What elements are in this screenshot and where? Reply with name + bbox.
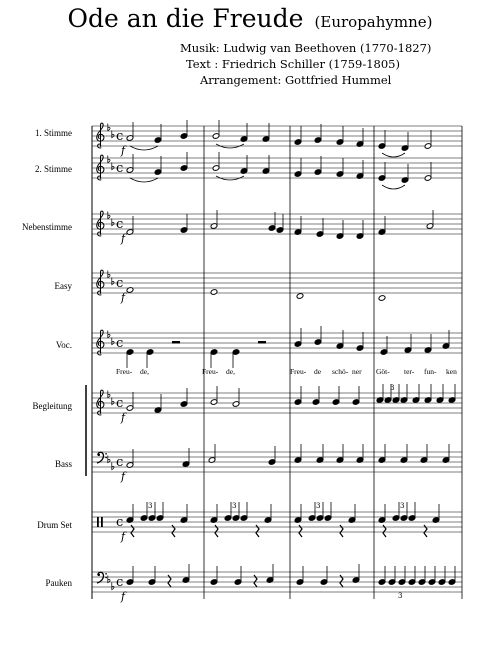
staff	[92, 572, 462, 592]
flat-icon	[108, 456, 110, 463]
treble-clef-icon	[97, 155, 104, 180]
lyric-syllable: de,	[140, 367, 149, 376]
staff-label-1-stimme: 1. Stimme	[34, 128, 72, 138]
note	[314, 326, 322, 345]
note	[126, 566, 134, 585]
staff-label-easy: Easy	[54, 281, 72, 291]
note	[378, 130, 386, 149]
lyric-syllable: fun-	[424, 367, 437, 376]
composer-credit: Musik: Ludwig van Beethoven (1770-1827)	[180, 41, 432, 55]
note	[266, 564, 274, 583]
note	[268, 212, 276, 231]
time-signature: c	[116, 515, 124, 530]
flat-icon	[112, 219, 114, 226]
tuplet-number: 3	[232, 502, 237, 510]
note	[210, 566, 218, 585]
time-signature: c	[116, 276, 124, 291]
bass-clef-icon	[97, 572, 107, 583]
note	[408, 502, 416, 521]
note	[428, 566, 436, 585]
note	[378, 444, 386, 463]
note	[156, 502, 164, 521]
note	[314, 124, 322, 143]
flat-icon	[112, 131, 114, 138]
note	[332, 386, 340, 405]
note	[240, 502, 248, 521]
lyric-syllable: Freu-	[290, 367, 307, 376]
half-rest	[258, 341, 266, 344]
note	[408, 566, 416, 585]
note	[234, 566, 242, 585]
staff-label-begleitung: Begleitung	[32, 401, 72, 411]
staff	[92, 512, 462, 532]
note	[294, 158, 302, 177]
note	[126, 504, 134, 523]
note	[294, 504, 302, 523]
system-barlines	[86, 126, 462, 599]
note	[312, 386, 320, 405]
note	[336, 126, 344, 145]
note	[180, 152, 188, 171]
note	[426, 210, 434, 229]
note	[401, 164, 409, 183]
lyricist-credit: Text : Friedrich Schiller (1759-1805)	[186, 57, 400, 71]
note	[324, 502, 332, 521]
note	[336, 158, 344, 177]
treble-clef-icon	[97, 270, 104, 295]
slur	[382, 185, 405, 189]
note	[424, 384, 432, 403]
note	[140, 502, 148, 521]
note	[392, 502, 400, 521]
dynamic-forte: f	[121, 530, 126, 543]
lyric-syllable: Göt-	[376, 367, 390, 376]
time-signature: c	[116, 575, 124, 590]
note	[436, 384, 444, 403]
note	[154, 394, 162, 413]
note	[404, 334, 412, 353]
flat-icon	[108, 124, 110, 131]
note	[126, 392, 134, 411]
tuplet-number: 3	[400, 502, 405, 510]
dynamic-forte: f	[121, 291, 126, 304]
staff	[92, 452, 462, 472]
lyric-syllable: de	[314, 367, 322, 376]
note	[126, 154, 134, 173]
note	[400, 444, 408, 463]
time-signature: c	[116, 129, 124, 144]
note	[356, 220, 364, 239]
note	[126, 122, 134, 141]
note	[400, 384, 408, 403]
note	[294, 386, 302, 405]
note	[296, 566, 304, 585]
flat-icon	[112, 163, 114, 170]
note	[356, 332, 364, 351]
note	[182, 448, 190, 467]
note	[378, 566, 386, 585]
note	[182, 564, 190, 583]
note	[180, 504, 188, 523]
flat-icon	[108, 331, 110, 338]
dynamic-forte: f	[121, 232, 126, 245]
flat-icon	[108, 391, 110, 398]
note	[378, 295, 386, 302]
note	[268, 446, 276, 465]
staff-lines	[92, 123, 462, 592]
note	[154, 124, 162, 143]
note	[448, 384, 456, 403]
tuplet-number: 3	[390, 384, 395, 392]
staff	[92, 390, 462, 415]
note	[356, 444, 364, 463]
treble-clef-icon	[97, 330, 104, 355]
note	[398, 566, 406, 585]
note	[294, 126, 302, 145]
tuplet-number: 3	[398, 592, 403, 600]
note	[448, 566, 456, 585]
note	[336, 444, 344, 463]
staff-label-bass: Bass	[54, 459, 72, 469]
lyric-syllable: ner	[352, 367, 362, 376]
note	[294, 444, 302, 463]
note	[352, 386, 360, 405]
note	[380, 336, 388, 355]
note	[210, 210, 218, 229]
flat-icon	[112, 583, 114, 590]
score-title: Ode an die Freude	[67, 4, 304, 33]
time-signature: c	[116, 455, 124, 470]
lyric-syllable: de,	[226, 367, 235, 376]
note	[378, 162, 386, 181]
note	[154, 156, 162, 175]
staff	[92, 270, 462, 295]
note	[296, 293, 304, 300]
time-signature: c	[116, 217, 124, 232]
note	[210, 386, 218, 405]
note	[352, 564, 360, 583]
staff-label-drum-set: Drum Set	[37, 520, 72, 530]
staff	[92, 211, 462, 236]
score-subtitle: (Europahymne)	[314, 13, 433, 31]
tuplet-number: 3	[316, 502, 321, 510]
note	[438, 566, 446, 585]
percussion-clef-icon	[97, 517, 99, 527]
note	[378, 504, 386, 523]
note	[442, 444, 450, 463]
note	[376, 384, 384, 403]
note	[180, 214, 188, 233]
flat-icon	[112, 338, 114, 345]
note	[210, 289, 218, 296]
staff	[92, 123, 462, 148]
note	[424, 130, 432, 149]
note	[180, 388, 188, 407]
time-signature: c	[116, 396, 124, 411]
arranger-credit: Arrangement: Gottfried Hummel	[200, 73, 392, 87]
note	[316, 444, 324, 463]
note	[308, 502, 316, 521]
note	[418, 566, 426, 585]
note	[424, 334, 432, 353]
note	[148, 566, 156, 585]
note	[276, 214, 284, 233]
dynamic-forte: f	[121, 411, 126, 424]
flat-icon	[108, 576, 110, 583]
note	[232, 349, 240, 368]
time-signature: c	[116, 336, 124, 351]
flat-icon	[112, 463, 114, 470]
note	[424, 162, 432, 181]
staff	[92, 155, 462, 180]
note	[126, 349, 134, 368]
lyric-syllable: Freu-	[116, 367, 133, 376]
staff-label-pauken: Pauken	[45, 578, 72, 588]
note	[320, 566, 328, 585]
note	[210, 349, 218, 368]
note	[224, 502, 232, 521]
bass-clef-icon	[97, 452, 107, 463]
note	[316, 218, 324, 237]
time-signature: c	[116, 161, 124, 176]
staff-label-vocal: Voc.	[55, 340, 72, 350]
slur	[130, 178, 158, 182]
slur	[382, 153, 405, 157]
flat-icon	[112, 278, 114, 285]
note	[420, 444, 428, 463]
treble-clef-icon	[97, 211, 104, 236]
note-marks	[120, 120, 456, 603]
treble-clef-icon	[97, 390, 104, 415]
tuplet-number: 3	[148, 502, 153, 510]
note	[146, 349, 154, 368]
note	[412, 384, 420, 403]
flat-icon	[108, 271, 110, 278]
note	[348, 504, 356, 523]
note	[212, 120, 220, 139]
note	[401, 132, 409, 151]
flat-icon	[108, 212, 110, 219]
note	[180, 120, 188, 139]
lyric-syllable: schö-	[332, 367, 349, 376]
note	[232, 388, 240, 407]
flat-icon	[108, 156, 110, 163]
treble-clef-icon	[97, 123, 104, 148]
staff-label-2-stimme: 2. Stimme	[34, 164, 72, 174]
note	[314, 156, 322, 175]
slur	[130, 146, 158, 150]
note	[264, 504, 272, 523]
note	[210, 504, 218, 523]
note	[388, 566, 396, 585]
lyric-syllable: Freu-	[202, 367, 219, 376]
flat-icon	[112, 398, 114, 405]
percussion-clef-icon	[101, 517, 103, 527]
lyric-syllable: ter-	[404, 367, 415, 376]
note	[294, 328, 302, 347]
staff-label-nebenstimme: Nebenstimme	[22, 222, 72, 232]
dynamic-forte: f	[121, 470, 126, 483]
note	[336, 220, 344, 239]
dynamic-forte: f	[121, 144, 126, 157]
note	[208, 444, 216, 463]
note	[432, 504, 440, 523]
lyric-syllable: ken	[446, 367, 457, 376]
half-rest	[172, 341, 180, 344]
dynamic-forte: f	[121, 590, 126, 603]
note	[212, 152, 220, 171]
